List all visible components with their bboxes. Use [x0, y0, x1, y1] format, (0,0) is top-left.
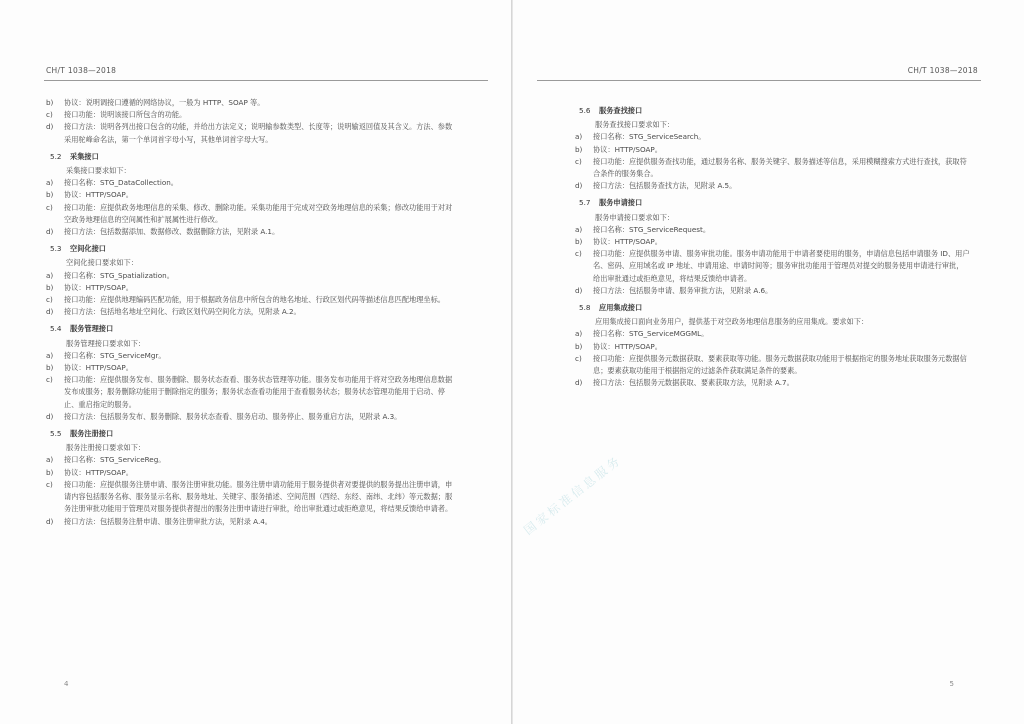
list-item	[46, 202, 456, 226]
item-text: 接口方法：说明各列出接口包含的功能，并给出方法定义；说明输参数类型、长度等；说明输返回值及其含义。方法、参数采用驼峰命名法，第一个单词首字母小写，其他单词首字母大写。	[64, 122, 453, 144]
item-text: 接口方法：包括服务申请、服务审批方法，见附录 A.6。	[593, 285, 773, 295]
item-text: 接口方法：包括数据添加、数据修改、数据删除方法，见附录 A.1。	[64, 227, 280, 237]
item-text: 接口方法：包括服务元数据获取、要素获取方法，见附录 A.7。	[593, 378, 794, 388]
item-marker: a)	[575, 329, 583, 339]
item-text: 接口名称：STG_Spatialization。	[64, 270, 174, 280]
item-marker: d)	[575, 285, 583, 295]
item-marker: b)	[575, 144, 583, 154]
section-number: 5.5	[50, 429, 62, 439]
item-marker: a)	[575, 132, 583, 142]
list-item	[46, 109, 456, 121]
list-item	[46, 282, 456, 294]
item-marker: b)	[46, 363, 54, 373]
list-item	[46, 177, 456, 189]
list-item	[575, 328, 970, 340]
item-text: 接口方法：包括服务发布、服务删除、服务状态查看、服务启动、服务停止、服务重启方法，见附录 A.3。	[64, 411, 402, 421]
page-number: 5	[949, 680, 954, 688]
section-heading	[575, 105, 970, 117]
section-intro: 服务查找接口要求如下：	[595, 120, 675, 130]
item-marker: b)	[46, 98, 54, 107]
section-number: 5.6	[579, 106, 591, 115]
list-item	[46, 467, 456, 479]
list-item	[575, 353, 970, 377]
item-marker: b)	[46, 467, 54, 477]
item-text: 接口功能：应提供服务发布、服务删除、服务状态查看、服务状态管理等功能。服务发布功能用于将对空政务地理信息数据发布成服务；服务删除功能用于删除指定的服务；服务状态查看功能用于查看服务状态；服务状态管理功能用于启动、停止、重启指定的服务。	[64, 375, 453, 409]
list-item	[575, 377, 970, 389]
item-text: 协议：说明调接口遵循的网络协议，一般为 HTTP、SOAP 等。	[64, 98, 265, 107]
item-marker: c)	[46, 202, 53, 212]
item-text: 接口名称：STG_ServiceSearch。	[593, 132, 706, 142]
list-item	[46, 374, 456, 411]
list-item	[46, 294, 456, 306]
item-text: 协议：HTTP/SOAP。	[593, 237, 662, 247]
list-item	[575, 236, 970, 248]
right-page	[513, 0, 1024, 724]
item-marker: a)	[46, 455, 54, 465]
item-text: 接口功能：说明该接口所包含的功能。	[64, 110, 187, 120]
item-marker: a)	[575, 224, 583, 234]
item-marker: a)	[46, 350, 54, 360]
list-item	[575, 131, 970, 143]
item-text: 协议：HTTP/SOAP。	[593, 144, 662, 154]
section-intro: 服务申请接口要求如下：	[595, 212, 675, 222]
item-text: 协议：HTTP/SOAP。	[64, 282, 133, 292]
section-heading	[46, 323, 456, 335]
section-number: 5.8	[579, 303, 591, 313]
item-marker: c)	[46, 295, 53, 305]
item-text: 接口方法：包括服务查找方法，见附录 A.5。	[593, 181, 737, 191]
item-marker: c)	[575, 353, 582, 363]
item-marker: b)	[575, 237, 583, 247]
list-item	[46, 270, 456, 282]
section-intro: 服务注册接口要求如下：	[66, 443, 146, 453]
section-title: 服务注册接口	[70, 429, 114, 439]
item-text: 协议：HTTP/SOAP。	[64, 363, 133, 373]
list-item	[575, 248, 970, 285]
section-number: 5.2	[50, 151, 62, 161]
list-item	[46, 97, 456, 109]
item-marker: c)	[46, 479, 53, 489]
section-intro: 应用集成接口面向业务用户，提供基于对空政务地理信息服务的应用集成。要求如下：	[595, 317, 869, 327]
item-marker: b)	[575, 341, 583, 351]
page-content	[575, 100, 970, 389]
item-marker: d)	[46, 227, 54, 237]
item-marker: d)	[46, 122, 54, 132]
section-heading	[575, 302, 970, 314]
item-text: 接口名称：STG_ServiceMgr。	[64, 350, 166, 360]
item-text: 接口名称：STG_ServiceReg。	[64, 455, 166, 465]
item-text: 接口名称：STG_DataCollection。	[64, 178, 178, 188]
item-text: 接口功能：应提供政务地理信息的采集、修改、删除功能。采集功能用于完成对空政务地理信息的采集；修改功能用于对对空政务地理信息的空间属性和扩展属性进行修改。	[64, 202, 453, 224]
item-text: 接口功能：应提供服务申请、服务审批功能。服务申请功能用于申请者要使用的服务，申请信息包括申请服务 ID、用户名、密码、应用域名或 IP 地址、申请用途、申请时间等；服务审批功能用于管理员对提交的服务使用申请进行审批，给出审批通过或拒绝意见，将结果反馈给申请者。	[593, 249, 970, 283]
list-item	[46, 350, 456, 362]
list-item	[575, 341, 970, 353]
section-number: 5.4	[50, 324, 62, 334]
item-marker: c)	[46, 110, 53, 120]
item-text: 接口名称：STG_ServiceRequest。	[593, 224, 711, 234]
section-title: 服务管理接口	[70, 324, 114, 334]
item-text: 接口功能：应提供服务注册申请、服务注册审批功能。服务注册申请功能用于服务提供者对要提供的服务提出注册申请，申请内容包括服务名称、服务显示名称、服务地址、关键字、服务描述、空间范围（西经、东经、南纬、北纬）等元数据；服务注册审批功能用于管理员对服务提供者提出的服务注册申请进行审批，给出审批通过或拒绝意见，将结果反馈给申请者。	[64, 479, 453, 514]
section-heading	[46, 428, 456, 440]
item-marker: d)	[46, 411, 54, 421]
header-rule	[537, 80, 981, 81]
section-title: 应用集成接口	[599, 303, 643, 313]
page-header: CH/T 1038—2018	[907, 66, 978, 75]
list-item	[46, 226, 456, 238]
section-intro: 空间化接口要求如下：	[66, 258, 138, 268]
list-item	[575, 285, 970, 297]
item-text: 协议：HTTP/SOAP。	[593, 341, 662, 351]
item-marker: d)	[575, 378, 583, 388]
header-rule	[44, 80, 488, 81]
page-content	[46, 97, 456, 528]
section-intro: 采集接口要求如下：	[66, 166, 131, 176]
item-marker: d)	[46, 307, 54, 317]
watermark: 国家标准信息服务	[521, 452, 625, 538]
item-marker: b)	[46, 282, 54, 292]
list-item	[46, 306, 456, 318]
section-heading	[46, 151, 456, 163]
list-item	[46, 411, 456, 423]
page-header: CH/T 1038—2018	[46, 66, 117, 75]
section-title: 空间化接口	[70, 244, 106, 254]
item-text: 接口方法：包括服务注册申请、服务注册审批方法，见附录 A.4。	[64, 516, 272, 526]
item-marker: b)	[46, 190, 54, 200]
section-title: 采集接口	[70, 151, 99, 161]
item-text: 接口功能：应提供服务元数据获取、要素获取等功能。服务元数据获取功能用于根据指定的服务地址获取服务元数据信息；要素获取功能用于根据指定的过滤条件获取满足条件的要素。	[593, 353, 967, 376]
item-marker: d)	[46, 516, 54, 526]
section-title: 服务查找接口	[599, 106, 643, 115]
list-item	[575, 180, 970, 192]
section-number: 5.7	[579, 198, 591, 208]
list-item	[575, 224, 970, 236]
item-text: 协议：HTTP/SOAP。	[64, 467, 133, 477]
section-heading	[46, 243, 456, 255]
list-item	[575, 156, 970, 180]
item-marker: a)	[46, 178, 54, 188]
section-intro: 服务管理接口要求如下：	[66, 338, 146, 348]
item-marker: a)	[46, 270, 54, 280]
item-text: 接口名称：STG_ServiceMGGML。	[593, 329, 709, 339]
section-heading	[575, 197, 970, 209]
list-item	[46, 454, 456, 466]
list-item	[46, 479, 456, 516]
list-item	[46, 189, 456, 201]
list-item	[575, 144, 970, 156]
section-number: 5.3	[50, 244, 62, 254]
item-marker: d)	[575, 181, 583, 191]
list-item	[46, 516, 456, 528]
section-title: 服务申请接口	[599, 198, 643, 208]
item-marker: c)	[575, 249, 582, 259]
item-text: 接口功能：应提供地理编码匹配功能，用于根据政务信息中所包含的地名地址、行政区划代码等描述信息匹配地理坐标。	[64, 295, 445, 305]
page-number: 4	[64, 680, 69, 688]
item-text: 接口功能：应提供服务查找功能，通过服务名称、服务关键字、服务描述等信息，采用模糊搜索方式进行查找，获取符合条件的服务集合。	[593, 156, 967, 179]
list-item	[46, 121, 456, 145]
item-text: 接口方法：包括地名地址空间化、行政区划代码空间化方法，见附录 A.2。	[64, 307, 301, 317]
item-marker: c)	[575, 156, 582, 166]
list-item	[46, 362, 456, 374]
item-marker: c)	[46, 375, 53, 385]
item-text: 协议：HTTP/SOAP。	[64, 190, 133, 200]
